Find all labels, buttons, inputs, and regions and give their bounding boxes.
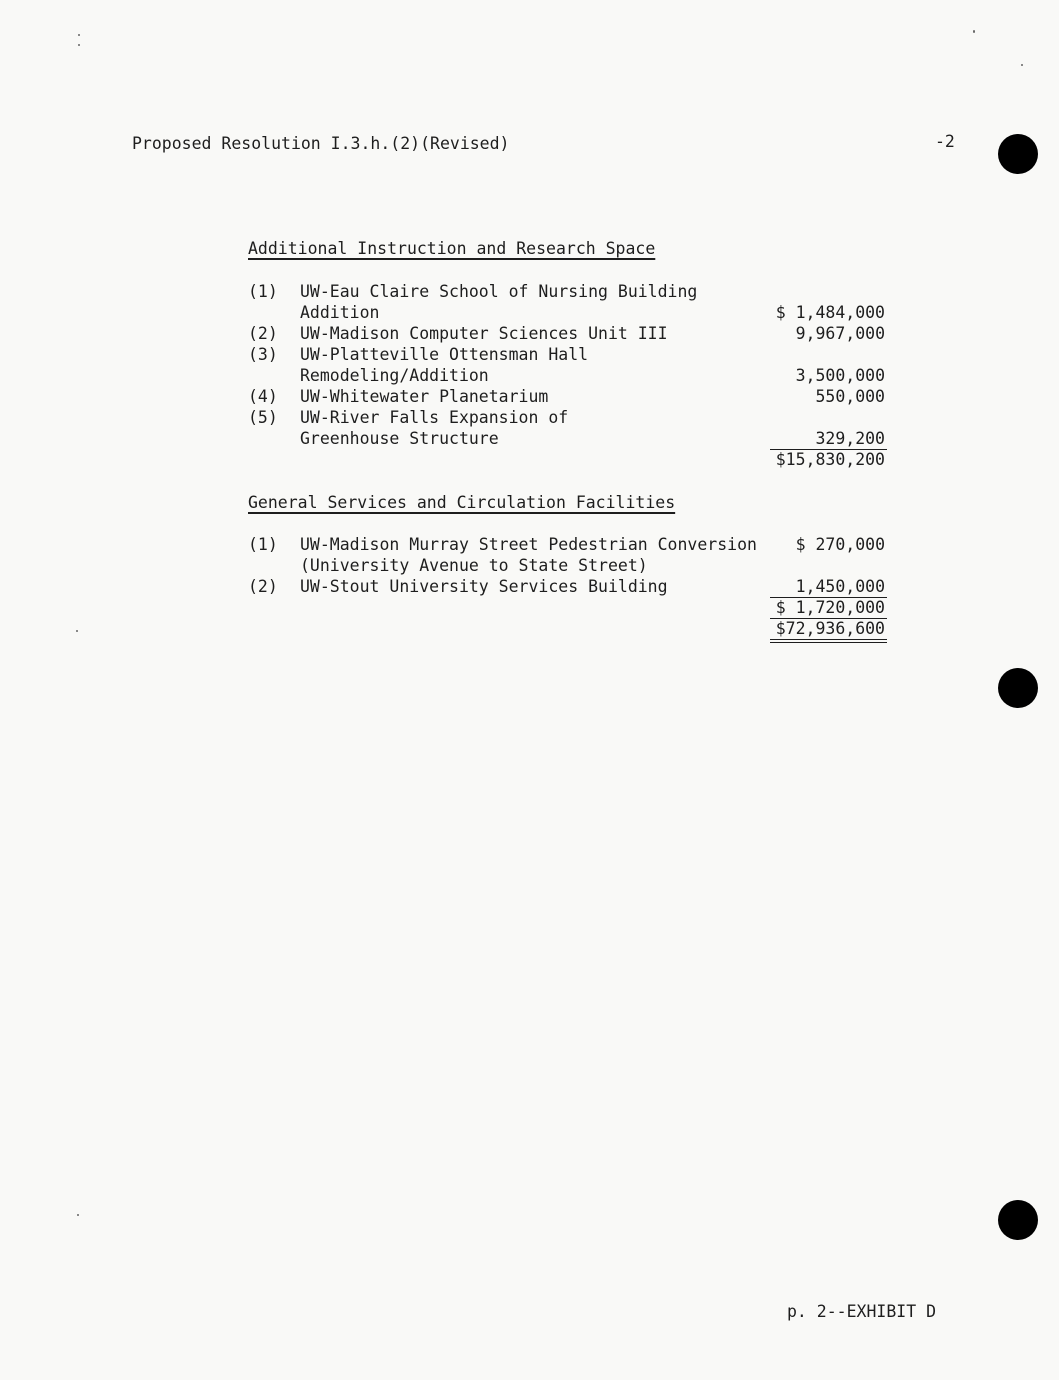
item-number: (2) bbox=[248, 324, 278, 343]
scan-speck bbox=[76, 630, 78, 632]
item-number: (3) bbox=[248, 345, 278, 364]
page-number: -2 bbox=[935, 132, 955, 151]
item-number: (2) bbox=[248, 577, 278, 596]
scan-speck bbox=[78, 44, 80, 46]
item-description: (University Avenue to State Street) bbox=[300, 556, 648, 575]
document-title: Proposed Resolution I.3.h.(2)(Revised) bbox=[132, 134, 510, 153]
section-subtotal: $ 1,720,000 bbox=[775, 598, 885, 617]
binder-hole-top bbox=[998, 134, 1038, 174]
item-amount: $ 270,000 bbox=[795, 535, 885, 554]
item-description: UW-Whitewater Planetarium bbox=[300, 387, 549, 406]
item-amount: 1,450,000 bbox=[795, 577, 885, 596]
item-description: Greenhouse Structure bbox=[300, 429, 499, 448]
binder-hole-middle bbox=[998, 668, 1038, 708]
grand-total: $72,936,600 bbox=[775, 619, 885, 638]
scan-speck bbox=[78, 34, 80, 36]
double-rule-upper bbox=[770, 639, 887, 640]
item-description: UW-Madison Computer Sciences Unit III bbox=[300, 324, 668, 343]
item-description: UW-Eau Claire School of Nursing Building bbox=[300, 282, 698, 301]
scan-speck bbox=[973, 30, 975, 33]
section-heading-general-services: General Services and Circulation Facilities bbox=[248, 493, 676, 512]
item-amount: 329,200 bbox=[815, 429, 885, 448]
scan-speck bbox=[1021, 64, 1023, 66]
item-number: (1) bbox=[248, 535, 278, 554]
item-description: Addition bbox=[300, 303, 380, 322]
exhibit-label: p. 2--EXHIBIT D bbox=[787, 1302, 937, 1321]
item-description: UW-Madison Murray Street Pedestrian Conversion bbox=[300, 535, 757, 554]
item-description: UW-Platteville Ottensman Hall bbox=[300, 345, 589, 364]
item-amount: $ 1,484,000 bbox=[775, 303, 885, 322]
section-heading-instruction-research: Additional Instruction and Research Space bbox=[248, 239, 656, 258]
item-amount: 3,500,000 bbox=[795, 366, 885, 385]
item-description: UW-River Falls Expansion of bbox=[300, 408, 569, 427]
item-number: (5) bbox=[248, 408, 278, 427]
item-number: (4) bbox=[248, 387, 278, 406]
item-amount: 9,967,000 bbox=[795, 324, 885, 343]
item-description: UW-Stout University Services Building bbox=[300, 577, 668, 596]
item-description: Remodeling/Addition bbox=[300, 366, 489, 385]
item-amount: 550,000 bbox=[815, 387, 885, 406]
item-number: (1) bbox=[248, 282, 278, 301]
scan-speck bbox=[77, 1214, 79, 1216]
double-rule-lower bbox=[770, 642, 887, 643]
binder-hole-bottom bbox=[998, 1200, 1038, 1240]
section-subtotal: $15,830,200 bbox=[775, 450, 885, 469]
